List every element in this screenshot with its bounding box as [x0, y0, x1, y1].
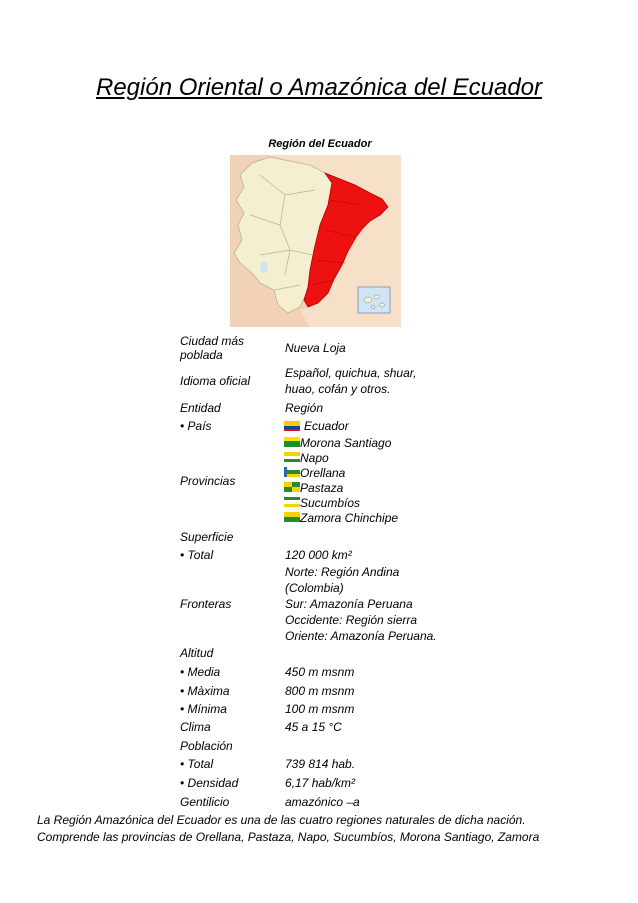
- galapagos-island: [371, 306, 375, 309]
- ecuador-map: [230, 155, 401, 327]
- media-value: 450 m msnm: [285, 665, 355, 679]
- idioma-value-2: huao, cofán y otros.: [285, 382, 391, 396]
- zamora-chinchipe-flag-icon: [284, 512, 300, 522]
- gentilicio-value: amazónico –a: [285, 795, 360, 809]
- morona-santiago-flag-icon: [284, 437, 300, 447]
- entidad-value: Región: [285, 401, 324, 415]
- provincia-item: Morona Santiago: [300, 436, 392, 450]
- ciudad-value: Nueva Loja: [285, 341, 346, 355]
- ciudad-label-2: poblada: [180, 348, 223, 362]
- map-gulf: [260, 261, 268, 273]
- ecuador-flag-icon: [284, 421, 300, 431]
- map-caption: Región del Ecuador: [268, 138, 372, 150]
- altitud-label: Altitud: [180, 646, 214, 660]
- orellana-flag-icon: [284, 467, 300, 477]
- galapagos-island: [364, 297, 372, 303]
- page-title: Región Oriental o Amazónica del Ecuador: [95, 74, 543, 101]
- ecuador-map-svg: [230, 155, 401, 327]
- idioma-value-1: Español, quichua, shuar,: [285, 366, 417, 380]
- fronteras-label: Fronteras: [180, 597, 232, 611]
- provincia-item: Orellana: [300, 466, 346, 480]
- provincia-item: Pastaza: [300, 481, 344, 495]
- media-label: • Media: [180, 665, 221, 679]
- superficie-label: Superficie: [180, 530, 234, 544]
- provincia-item: Zamora Chinchipe: [300, 511, 399, 525]
- idioma-label: Idioma oficial: [180, 374, 251, 388]
- frontera-line: (Colombia): [285, 581, 344, 595]
- densidad-label: • Densidad: [180, 776, 239, 790]
- intro-paragraph-line: Comprende las provincias de Orellana, Pastaza, Napo, Sucumbíos, Morona Santiago, Zamora: [37, 830, 540, 844]
- superficie-total-value: 120 000 km²: [285, 548, 352, 562]
- provincia-item: Napo: [300, 451, 329, 465]
- napo-flag-icon: [284, 452, 300, 462]
- minima-label: • Mínima: [180, 702, 227, 716]
- ciudad-label-1: Ciudad más: [180, 334, 245, 348]
- pastaza-flag-icon: [284, 482, 300, 492]
- galapagos-island: [374, 295, 380, 299]
- galapagos-inset: [358, 287, 390, 313]
- provincia-item: Sucumbíos: [300, 496, 361, 510]
- frontera-line: Sur: Amazonía Peruana: [285, 597, 413, 611]
- clima-label: Clima: [180, 720, 211, 734]
- frontera-line: Occidente: Región sierra: [285, 613, 418, 627]
- sucumbios-flag-icon: [284, 497, 300, 507]
- poblacion-total-label: • Total: [180, 757, 214, 771]
- frontera-line: Oriente: Amazonía Peruana.: [285, 629, 437, 643]
- galapagos-island: [380, 303, 385, 307]
- gentilicio-label: Gentilicio: [180, 795, 230, 809]
- pais-label: • País: [180, 419, 212, 433]
- maxima-label: • Màxima: [180, 684, 230, 698]
- maxima-value: 800 m msnm: [285, 684, 355, 698]
- minima-value: 100 m msnm: [285, 702, 355, 716]
- provincias-label: Provincias: [180, 474, 236, 488]
- entidad-label: Entidad: [180, 401, 221, 415]
- intro-paragraph-line: La Región Amazónica del Ecuador es una de las cuatro regiones naturales de dicha nación.: [37, 813, 526, 827]
- frontera-line: Norte: Región Andina: [285, 565, 400, 579]
- poblacion-total-value: 739 814 hab.: [285, 757, 356, 771]
- pais-value: Ecuador: [304, 419, 349, 433]
- densidad-value: 6,17 hab/km²: [285, 776, 356, 790]
- clima-value: 45 a 15 °C: [285, 720, 342, 734]
- superficie-total-label: • Total: [180, 548, 214, 562]
- poblacion-label: Población: [180, 739, 233, 753]
